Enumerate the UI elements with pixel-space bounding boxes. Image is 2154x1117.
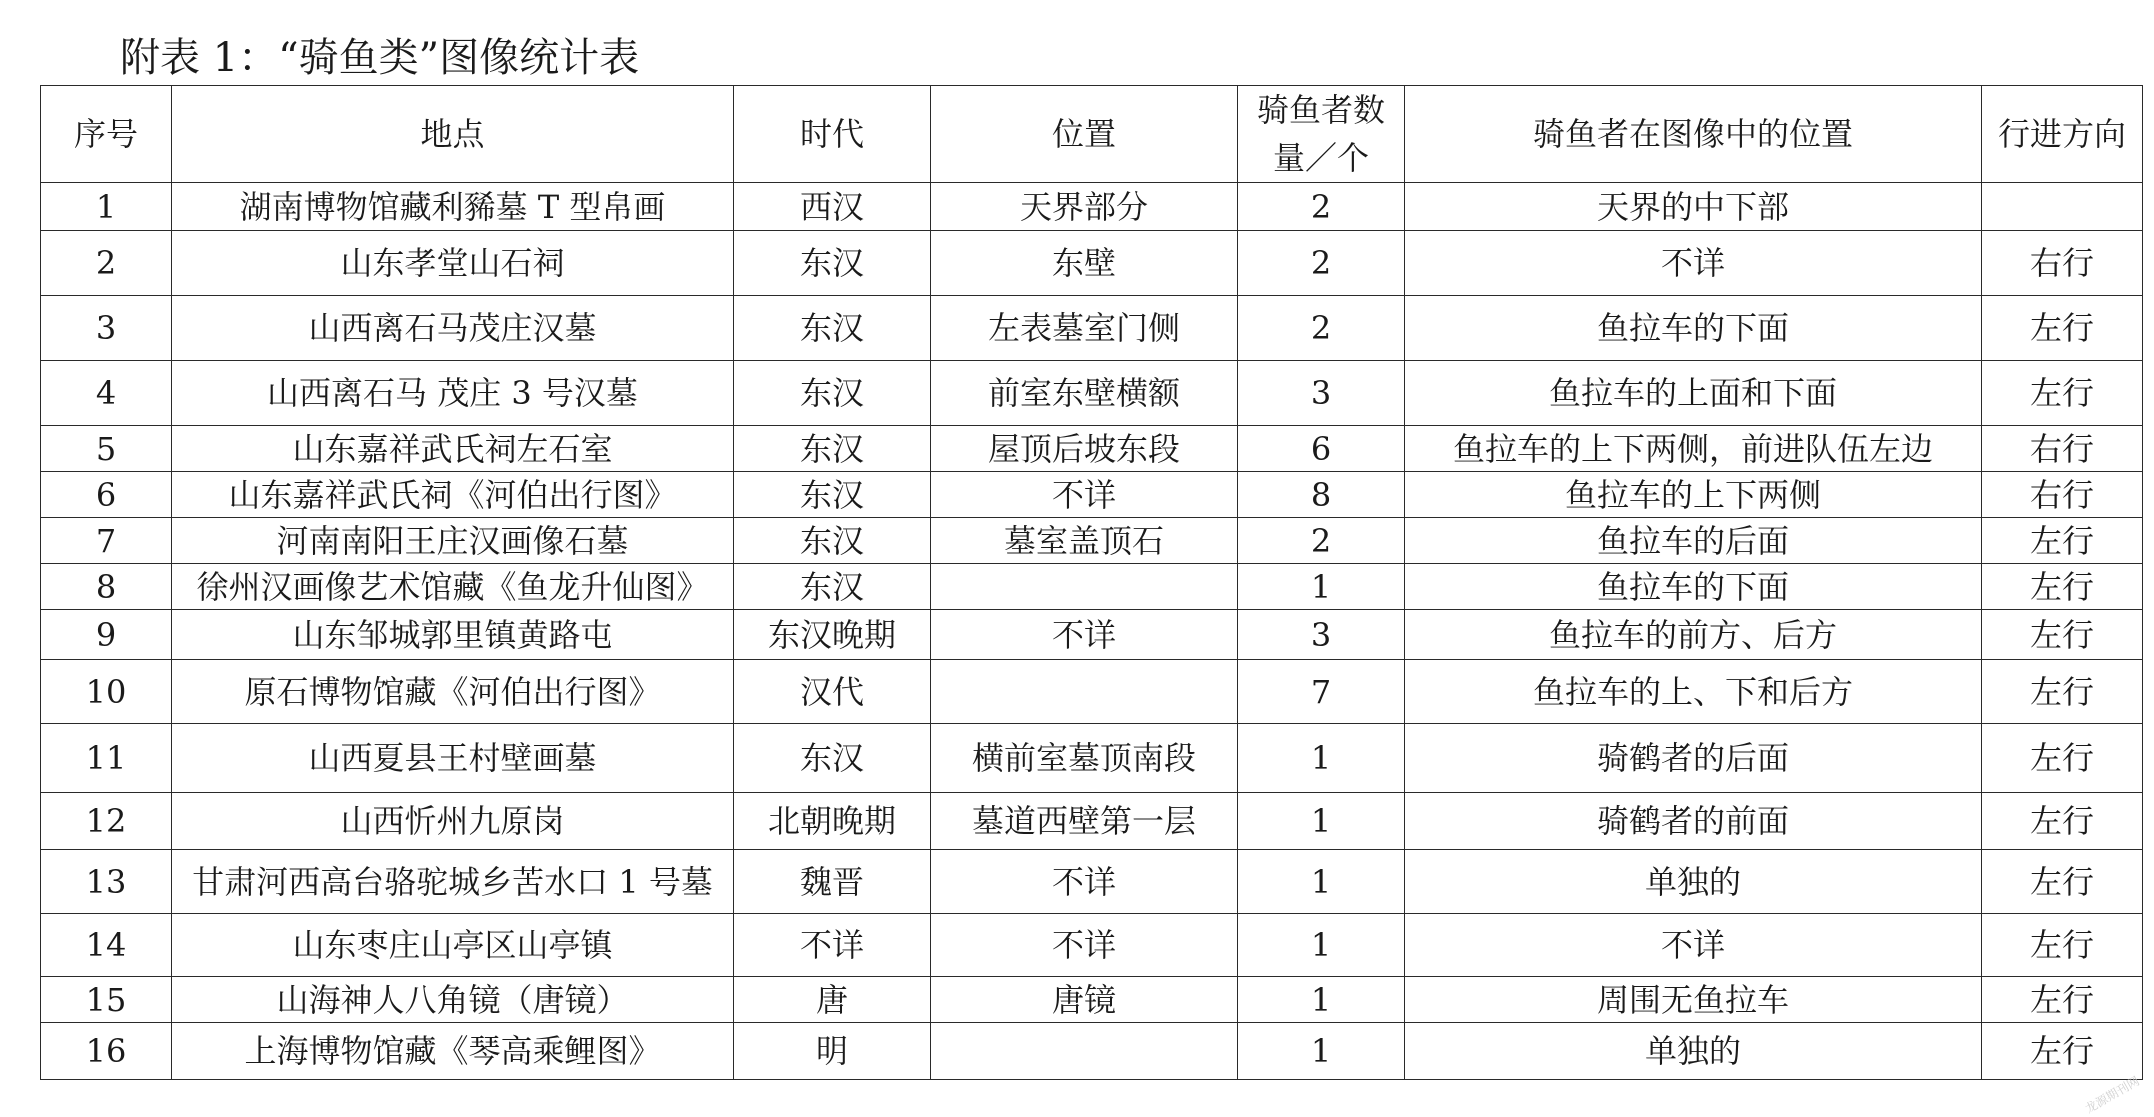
cell-index: 5 bbox=[41, 426, 172, 472]
cell-position: 唐镜 bbox=[931, 977, 1238, 1023]
cell-direction: 左行 bbox=[1982, 793, 2143, 850]
cell-location: 上海博物馆藏《琴高乘鲤图》 bbox=[172, 1023, 734, 1080]
cell-rider-count: 1 bbox=[1238, 564, 1405, 610]
cell-era: 汉代 bbox=[734, 660, 931, 724]
table-row bbox=[41, 850, 2143, 914]
cell-era: 东汉 bbox=[734, 564, 931, 610]
table-body bbox=[41, 183, 2143, 1080]
cell-rider-position: 鱼拉车的后面 bbox=[1405, 518, 1982, 564]
cell-rider-count: 1 bbox=[1238, 1023, 1405, 1080]
cell-index: 7 bbox=[41, 518, 172, 564]
table-row bbox=[41, 472, 2143, 518]
cell-era: 东汉 bbox=[734, 426, 931, 472]
cell-rider-position: 天界的中下部 bbox=[1405, 183, 1982, 231]
cell-era: 东汉 bbox=[734, 472, 931, 518]
cell-location: 甘肃河西高台骆驼城乡苦水口 1 号墓 bbox=[172, 850, 734, 914]
cell-index: 6 bbox=[41, 472, 172, 518]
cell-era: 西汉 bbox=[734, 183, 931, 231]
cell-rider-count: 1 bbox=[1238, 793, 1405, 850]
cell-index: 10 bbox=[41, 660, 172, 724]
cell-rider-count: 1 bbox=[1238, 850, 1405, 914]
cell-position: 东壁 bbox=[931, 231, 1238, 296]
cell-rider-count: 2 bbox=[1238, 231, 1405, 296]
cell-direction: 左行 bbox=[1982, 977, 2143, 1023]
cell-era: 北朝晚期 bbox=[734, 793, 931, 850]
table-row bbox=[41, 724, 2143, 793]
table-header bbox=[41, 86, 2143, 183]
cell-era: 东汉 bbox=[734, 231, 931, 296]
cell-location: 山东嘉祥武氏祠《河伯出行图》 bbox=[172, 472, 734, 518]
cell-location: 山海神人八角镜（唐镜） bbox=[172, 977, 734, 1023]
cell-rider-count: 8 bbox=[1238, 472, 1405, 518]
table-row bbox=[41, 426, 2143, 472]
cell-rider-position: 鱼拉车的下面 bbox=[1405, 296, 1982, 361]
cell-position: 屋顶后坡东段 bbox=[931, 426, 1238, 472]
cell-position: 墓室盖顶石 bbox=[931, 518, 1238, 564]
cell-era: 魏晋 bbox=[734, 850, 931, 914]
header-index: 序号 bbox=[41, 86, 172, 183]
table-row bbox=[41, 183, 2143, 231]
table-row bbox=[41, 564, 2143, 610]
header-direction: 行进方向 bbox=[1982, 86, 2143, 183]
cell-location: 湖南博物馆藏利豨墓 T 型帛画 bbox=[172, 183, 734, 231]
cell-direction: 左行 bbox=[1982, 850, 2143, 914]
cell-rider-position: 鱼拉车的前方、后方 bbox=[1405, 610, 1982, 660]
table-caption bbox=[120, 28, 639, 88]
cell-rider-count: 2 bbox=[1238, 183, 1405, 231]
cell-rider-position: 周围无鱼拉车 bbox=[1405, 977, 1982, 1023]
caption-prefix: 附表 1： bbox=[120, 35, 279, 81]
cell-direction: 左行 bbox=[1982, 724, 2143, 793]
table-row bbox=[41, 610, 2143, 660]
cell-index: 13 bbox=[41, 850, 172, 914]
cell-era: 明 bbox=[734, 1023, 931, 1080]
cell-direction: 右行 bbox=[1982, 472, 2143, 518]
cell-position bbox=[931, 1023, 1238, 1080]
cell-rider-position: 鱼拉车的上下两侧 bbox=[1405, 472, 1982, 518]
cell-direction: 左行 bbox=[1982, 1023, 2143, 1080]
cell-location: 山西忻州九原岗 bbox=[172, 793, 734, 850]
cell-location: 山东嘉祥武氏祠左石室 bbox=[172, 426, 734, 472]
cell-direction bbox=[1982, 183, 2143, 231]
cell-rider-count: 7 bbox=[1238, 660, 1405, 724]
cell-index: 4 bbox=[41, 361, 172, 426]
statistics-table bbox=[40, 85, 2143, 1080]
cell-position: 不详 bbox=[931, 610, 1238, 660]
watermark: 龙源期刊网 bbox=[2082, 1073, 2142, 1116]
cell-index: 14 bbox=[41, 914, 172, 977]
cell-index: 2 bbox=[41, 231, 172, 296]
cell-index: 9 bbox=[41, 610, 172, 660]
cell-location: 原石博物馆藏《河伯出行图》 bbox=[172, 660, 734, 724]
cell-era: 东汉 bbox=[734, 724, 931, 793]
cell-index: 16 bbox=[41, 1023, 172, 1080]
cell-location: 山西离石马茂庄汉墓 bbox=[172, 296, 734, 361]
cell-location: 山西夏县王村壁画墓 bbox=[172, 724, 734, 793]
cell-rider-position: 骑鹤者的后面 bbox=[1405, 724, 1982, 793]
table-row bbox=[41, 1023, 2143, 1080]
header-location: 地点 bbox=[172, 86, 734, 183]
cell-rider-count: 2 bbox=[1238, 296, 1405, 361]
cell-rider-position: 单独的 bbox=[1405, 1023, 1982, 1080]
cell-position: 天界部分 bbox=[931, 183, 1238, 231]
table-row bbox=[41, 977, 2143, 1023]
cell-rider-count: 1 bbox=[1238, 977, 1405, 1023]
header-era: 时代 bbox=[734, 86, 931, 183]
header-rider-count: 骑鱼者数量／个 bbox=[1238, 86, 1405, 183]
cell-era: 唐 bbox=[734, 977, 931, 1023]
cell-position: 左表墓室门侧 bbox=[931, 296, 1238, 361]
cell-era: 不详 bbox=[734, 914, 931, 977]
header-position: 位置 bbox=[931, 86, 1238, 183]
cell-rider-position: 不详 bbox=[1405, 914, 1982, 977]
table-row bbox=[41, 914, 2143, 977]
cell-index: 3 bbox=[41, 296, 172, 361]
table-row bbox=[41, 518, 2143, 564]
table-row bbox=[41, 793, 2143, 850]
cell-rider-position: 单独的 bbox=[1405, 850, 1982, 914]
cell-index: 1 bbox=[41, 183, 172, 231]
header-row bbox=[41, 86, 2143, 183]
cell-rider-position: 鱼拉车的下面 bbox=[1405, 564, 1982, 610]
cell-index: 12 bbox=[41, 793, 172, 850]
cell-rider-position: 骑鹤者的前面 bbox=[1405, 793, 1982, 850]
cell-location: 山东孝堂山石祠 bbox=[172, 231, 734, 296]
cell-rider-count: 6 bbox=[1238, 426, 1405, 472]
cell-position: 横前室墓顶南段 bbox=[931, 724, 1238, 793]
cell-position: 墓道西壁第一层 bbox=[931, 793, 1238, 850]
cell-index: 15 bbox=[41, 977, 172, 1023]
cell-location: 河南南阳王庄汉画像石墓 bbox=[172, 518, 734, 564]
cell-rider-position: 鱼拉车的上、下和后方 bbox=[1405, 660, 1982, 724]
table-row bbox=[41, 361, 2143, 426]
cell-rider-count: 2 bbox=[1238, 518, 1405, 564]
cell-location: 山东枣庄山亭区山亭镇 bbox=[172, 914, 734, 977]
cell-rider-count: 3 bbox=[1238, 361, 1405, 426]
cell-era: 东汉 bbox=[734, 518, 931, 564]
cell-direction: 左行 bbox=[1982, 296, 2143, 361]
cell-rider-count: 1 bbox=[1238, 724, 1405, 793]
cell-direction: 左行 bbox=[1982, 660, 2143, 724]
cell-location: 徐州汉画像艺术馆藏《鱼龙升仙图》 bbox=[172, 564, 734, 610]
caption-title: “骑鱼类”图像统计表 bbox=[278, 35, 640, 81]
header-rider-position: 骑鱼者在图像中的位置 bbox=[1405, 86, 1982, 183]
cell-rider-position: 鱼拉车的上面和下面 bbox=[1405, 361, 1982, 426]
cell-direction: 右行 bbox=[1982, 231, 2143, 296]
cell-position: 不详 bbox=[931, 850, 1238, 914]
cell-position bbox=[931, 564, 1238, 610]
table-row bbox=[41, 660, 2143, 724]
cell-index: 8 bbox=[41, 564, 172, 610]
table-row bbox=[41, 296, 2143, 361]
cell-era: 东汉晚期 bbox=[734, 610, 931, 660]
cell-rider-position: 不详 bbox=[1405, 231, 1982, 296]
table-row bbox=[41, 231, 2143, 296]
cell-direction: 左行 bbox=[1982, 610, 2143, 660]
cell-location: 山西离石马 茂庄 3 号汉墓 bbox=[172, 361, 734, 426]
cell-direction: 左行 bbox=[1982, 564, 2143, 610]
cell-rider-position: 鱼拉车的上下两侧，前进队伍左边 bbox=[1405, 426, 1982, 472]
cell-position: 前室东壁横额 bbox=[931, 361, 1238, 426]
cell-rider-count: 3 bbox=[1238, 610, 1405, 660]
cell-era: 东汉 bbox=[734, 296, 931, 361]
cell-position bbox=[931, 660, 1238, 724]
cell-direction: 左行 bbox=[1982, 914, 2143, 977]
cell-location: 山东邹城郭里镇黄路屯 bbox=[172, 610, 734, 660]
cell-position: 不详 bbox=[931, 472, 1238, 518]
cell-index: 11 bbox=[41, 724, 172, 793]
cell-direction: 右行 bbox=[1982, 426, 2143, 472]
cell-position: 不详 bbox=[931, 914, 1238, 977]
cell-rider-count: 1 bbox=[1238, 914, 1405, 977]
cell-era: 东汉 bbox=[734, 361, 931, 426]
cell-direction: 左行 bbox=[1982, 518, 2143, 564]
cell-direction: 左行 bbox=[1982, 361, 2143, 426]
